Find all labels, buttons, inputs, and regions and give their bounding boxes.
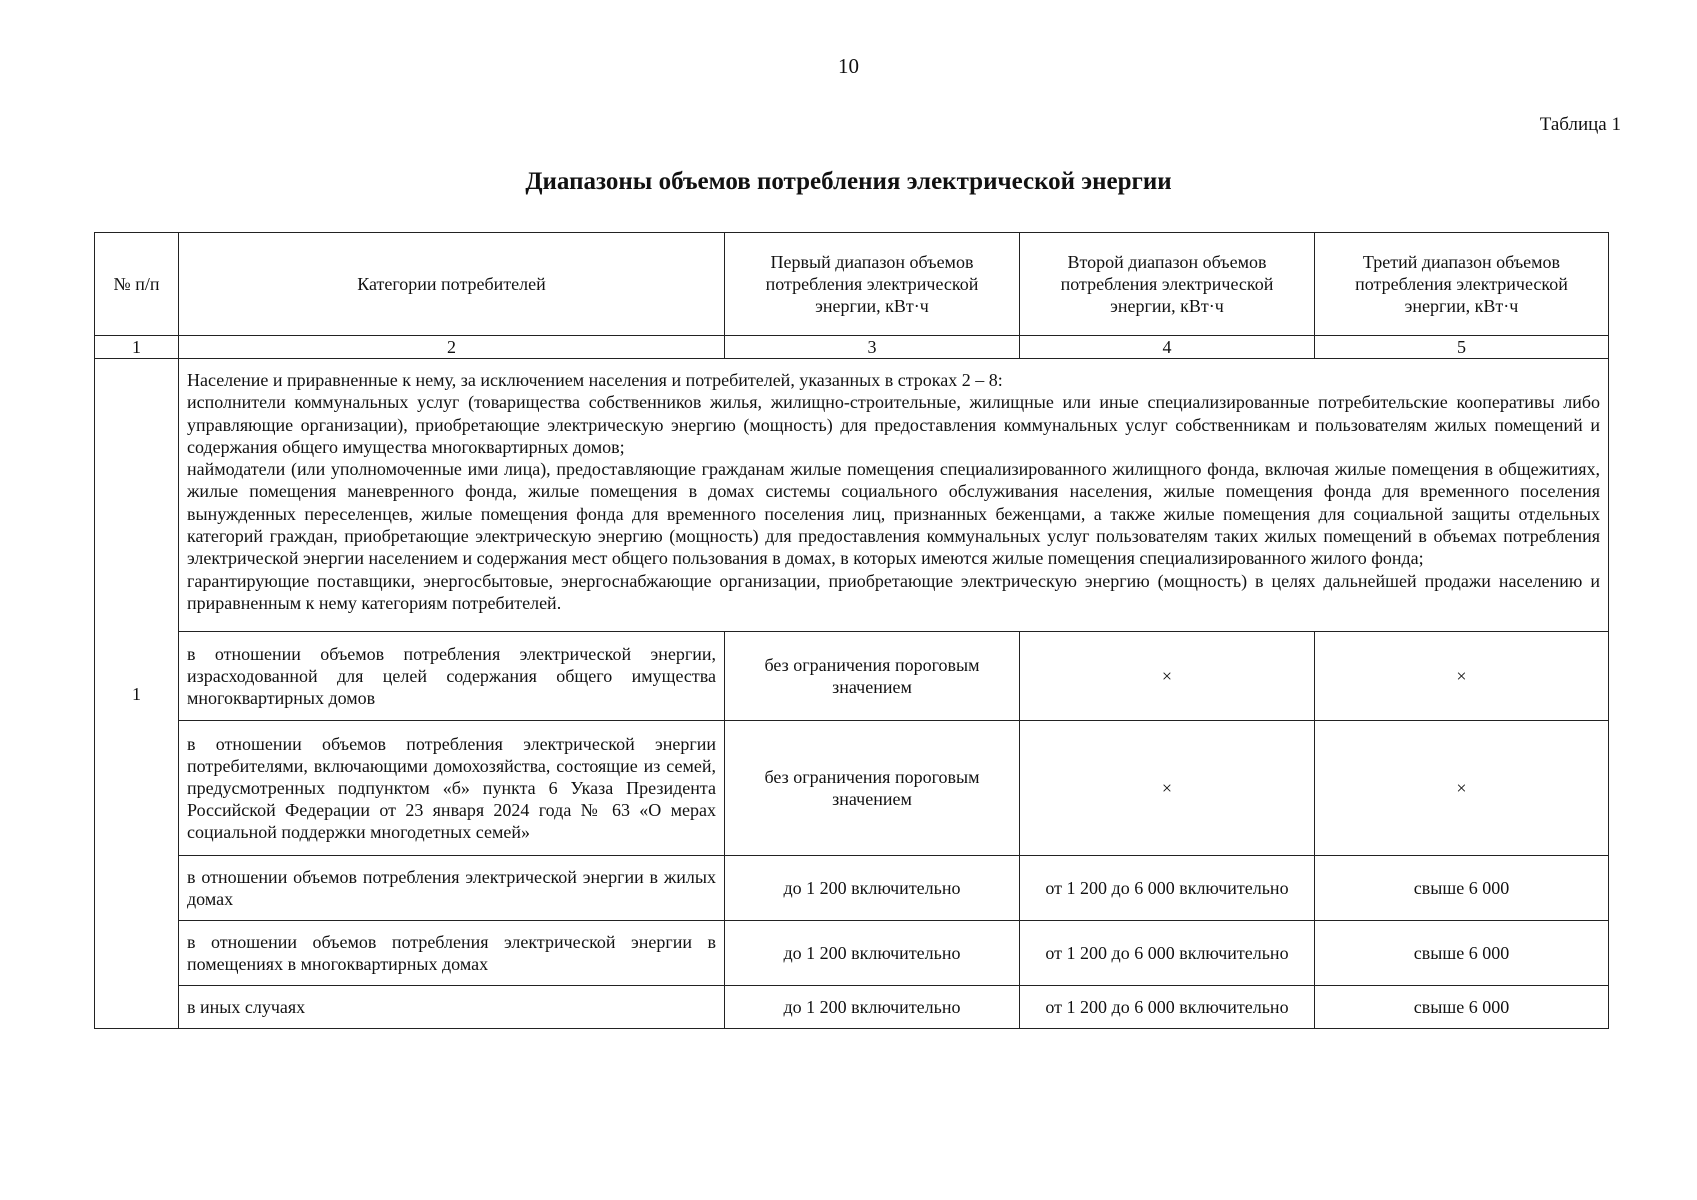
header-number: № п/п: [95, 233, 179, 336]
intro-paragraph: исполнители коммунальных услуг (товарищества собственников жилья, жилищно-строительные, жилищные или иные специализированные потребительские кооперативы либо управляющие организации), приобретающие электрическую энергию (мощность) для предоставления коммунальных услуг собственникам и пользователям жилых помещений и содержания общего имущества многоквартирных домов;: [187, 392, 1600, 457]
header-first-range: Первый диапазон объемов потребления электрической энергии, кВт·ч: [725, 233, 1020, 336]
first-range-cell: до 1 200 включительно: [725, 856, 1020, 921]
table-row: [95, 921, 1609, 986]
header-second-range: Второй диапазон объемов потребления электрической энергии, кВт·ч: [1020, 233, 1315, 336]
column-number: 5: [1315, 336, 1609, 359]
second-range-cell: от 1 200 до 6 000 включительно: [1020, 856, 1315, 921]
category-cell: в отношении объемов потребления электрической энергии потребителями, включающими домохозяйства, состоящие из семей, предусмотренных подпунктом «б» пункта 6 Указа Президента Российской Федерации от 23 января 2024 года № 63 «О мерах социальной поддержки многодетных семей»: [179, 721, 725, 856]
category-cell: в иных случаях: [179, 986, 725, 1029]
row-number: 1: [95, 359, 179, 1029]
first-range-cell: без ограничения пороговым значением: [725, 632, 1020, 721]
first-range-cell: без ограничения пороговым значением: [725, 721, 1020, 856]
column-number-row: [95, 336, 1609, 359]
intro-paragraph: Население и приравненные к нему, за исключением населения и потребителей, указанных в строках 2 – 8:: [187, 370, 1003, 390]
third-range-cell: свыше 6 000: [1315, 921, 1609, 986]
column-number: 2: [179, 336, 725, 359]
second-range-cell: от 1 200 до 6 000 включительно: [1020, 986, 1315, 1029]
intro-paragraph: наймодатели (или уполномоченные ими лица), предоставляющие гражданам жилые помещения специализированного жилищного фонда, включая жилые помещения в общежитиях, жилые помещения маневренного фонда, жилые помещения в домах системы социального обслуживания населения, жилые помещения фонда для временного поселения вынужденных переселенцев, жилые помещения фонда для временного поселения лиц, признанных беженцами, а также жилые помещения для социальной защиты отдельных категорий граждан, приобретающие электрическую энергию (мощность) для предоставления коммунальных услуг пользователям таких жилых помещений в объемах потребления электрической энергии населением и содержания мест общего пользования в домах, в которых имеются жилые помещения специализированного жилого фонда;: [187, 459, 1600, 569]
document-title: Диапазоны объемов потребления электрической энергии: [525, 168, 1172, 195]
column-number: 3: [725, 336, 1020, 359]
second-range-cell: от 1 200 до 6 000 включительно: [1020, 921, 1315, 986]
first-range-cell: до 1 200 включительно: [725, 986, 1020, 1029]
table-label: Таблица 1: [1539, 114, 1621, 135]
third-range-cell: свыше 6 000: [1315, 856, 1609, 921]
category-cell: в отношении объемов потребления электрической энергии, израсходованной для целей содержания общего имущества многоквартирных домов: [179, 632, 725, 721]
third-range-cell: ×: [1315, 632, 1609, 721]
second-range-cell: ×: [1020, 721, 1315, 856]
header-category: Категории потребителей: [179, 233, 725, 336]
header-third-range: Третий диапазон объемов потребления электрической энергии, кВт·ч: [1315, 233, 1609, 336]
category-cell: в отношении объемов потребления электрической энергии в помещениях в многоквартирных домах: [179, 921, 725, 986]
intro-row: [95, 359, 1609, 632]
header-row: [95, 233, 1609, 336]
page-number: 10: [838, 54, 859, 78]
table-row: [95, 856, 1609, 921]
column-number: 1: [95, 336, 179, 359]
intro-cell: [179, 359, 1609, 632]
consumption-ranges-table: [94, 232, 1609, 1029]
intro-paragraph: гарантирующие поставщики, энергосбытовые, энергоснабжающие организации, приобретающие электрическую энергию (мощность) в целях дальнейшей продажи населению и приравненным к нему категориям потребителей.: [187, 570, 1600, 613]
third-range-cell: ×: [1315, 721, 1609, 856]
third-range-cell: свыше 6 000: [1315, 986, 1609, 1029]
column-number: 4: [1020, 336, 1315, 359]
table-row: [95, 632, 1609, 721]
table-row: [95, 721, 1609, 856]
table-row: [95, 986, 1609, 1029]
second-range-cell: ×: [1020, 632, 1315, 721]
first-range-cell: до 1 200 включительно: [725, 921, 1020, 986]
category-cell: в отношении объемов потребления электрической энергии в жилых домах: [179, 856, 725, 921]
